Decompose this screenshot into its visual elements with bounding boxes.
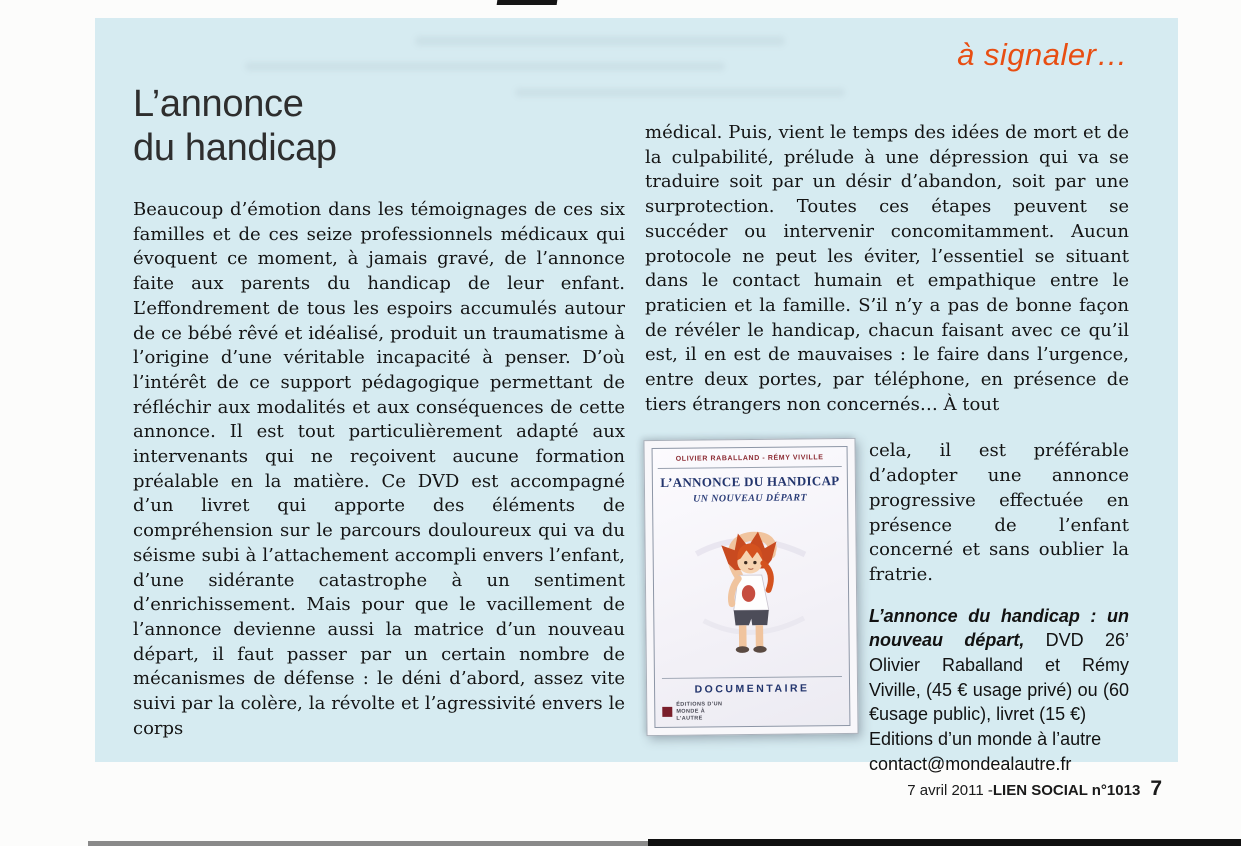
footer-page-number: 7 — [1150, 777, 1162, 800]
footer-journal-title: LIEN SOCIAL n°1013 — [992, 782, 1141, 799]
caption-main — [869, 604, 1129, 728]
bleedthrough-artifact — [515, 88, 845, 97]
article-title — [133, 82, 337, 170]
caption-title: L’annonce du handicap : un nouveau départ, — [869, 605, 1129, 651]
dvd-cover — [643, 438, 858, 736]
bleedthrough-artifact — [415, 36, 785, 46]
page-footer — [907, 776, 1162, 801]
dvd-cover-title: L’ANNONCE DU HANDICAP — [660, 473, 840, 491]
section-label: à signaler… — [957, 37, 1128, 72]
bleedthrough-artifact — [245, 62, 725, 71]
article-title-line1: L’annonce — [133, 83, 304, 125]
footer-date: 7 avril 2011 - — [907, 782, 993, 799]
media-side-column — [869, 439, 1129, 776]
article-column-left — [133, 198, 625, 741]
dvd-caption — [869, 604, 1129, 777]
scan-artifact-bottom-black — [648, 839, 1241, 846]
media-row — [645, 439, 1129, 776]
article-column-right — [645, 121, 1129, 777]
dvd-cover-illustration — [658, 505, 844, 679]
scan-artifact-bottom-gray — [88, 841, 648, 846]
caption-publisher: Editions d’un monde à l’autre — [869, 729, 1102, 750]
article-title-line2: du handicap — [133, 127, 337, 169]
article-paragraph-left: Beaucoup d’émotion dans les témoignages de ces six familles et de ces seize professionnels médicaux qui évoquent ce moment, à jamais gravé, de l’annonce faite aux parents du handicap de leur enfant. L’effondrement de tous les espoirs accumulés autour de ce bébé rêvé et idéalisé, produit un traumatisme à l’origine d’une véritable incapacité à penser. D’où l’intérêt de ce support pédagogique permettant de réfléchir aux modalités et aux conséquences de cette annonce. Il est tout particulièrement adapté aux intervenants qui ne reçoivent aucune formation préalable en la matière. Ce DVD est accompagné d’un livret qui apporte des éléments de compréhension sur le parcours douloureux qui va du séisme subi à l’attachement accompli envers l’enfant, d’une sidérante catastrophe à un sentiment d’enrichissement. Mais pour que le vacillement de l’annonce devienne aussi la matrice d’un nouveau départ, il faut passer par un certain nombre de mécanismes de défense : le déni d’abord, assez vite suivi par la colère, la révolte et l’agressivité envers le corps — [133, 199, 625, 739]
caption-details: DVD 26’ Olivier Raballand et Rémy Viville, (45 € usage privé) ou (60 €usage public), livret (15 €) — [869, 630, 1129, 725]
dvd-cover-inner — [652, 446, 851, 728]
article-panel — [95, 18, 1178, 774]
article-paragraph-right: médical. Puis, vient le temps des idées de mort et de la culpabilité, prélude à une dépression qui va se traduire soit par un désir d’abandon, soit par une surprotection. Toutes ces étapes peuvent se succéder ou intervenir concomitamment. Aucun protocole ne peut les éviter, l’essentiel se situant dans le contact humain et empathique entre le praticien et la famille. S’il n’y a pas de bonne façon de révéler le handicap, chacun faisant avec ce qu’il est, il en est de mauvaises : le faire dans l’urgence, entre deux portes, par téléphone, en présence de tiers étrangers non concernés… À tout — [645, 122, 1129, 415]
publisher-logo-icon — [662, 708, 672, 718]
caption-contact-email: contact@mondealautre.fr — [869, 753, 1072, 774]
dvd-cover-publisher — [660, 700, 844, 723]
article-paragraph-wrap: cela, il est préférable d’adopter une annonce progressive effectuée en présence de l’enfant concerné et sans oublier la fratrie. — [869, 440, 1129, 585]
publisher-logo-text: ÉDITIONS D’UN MONDE À L’AUTRE — [676, 701, 723, 723]
scan-artifact-top — [497, 0, 558, 5]
dvd-cover-authors: OLIVIER RABALLAND - RÉMY VIVILLE — [658, 453, 842, 469]
dvd-cover-subtitle: UN NOUVEAU DÉPART — [693, 493, 808, 506]
dvd-cover-genre: DOCUMENTAIRE — [662, 676, 842, 696]
